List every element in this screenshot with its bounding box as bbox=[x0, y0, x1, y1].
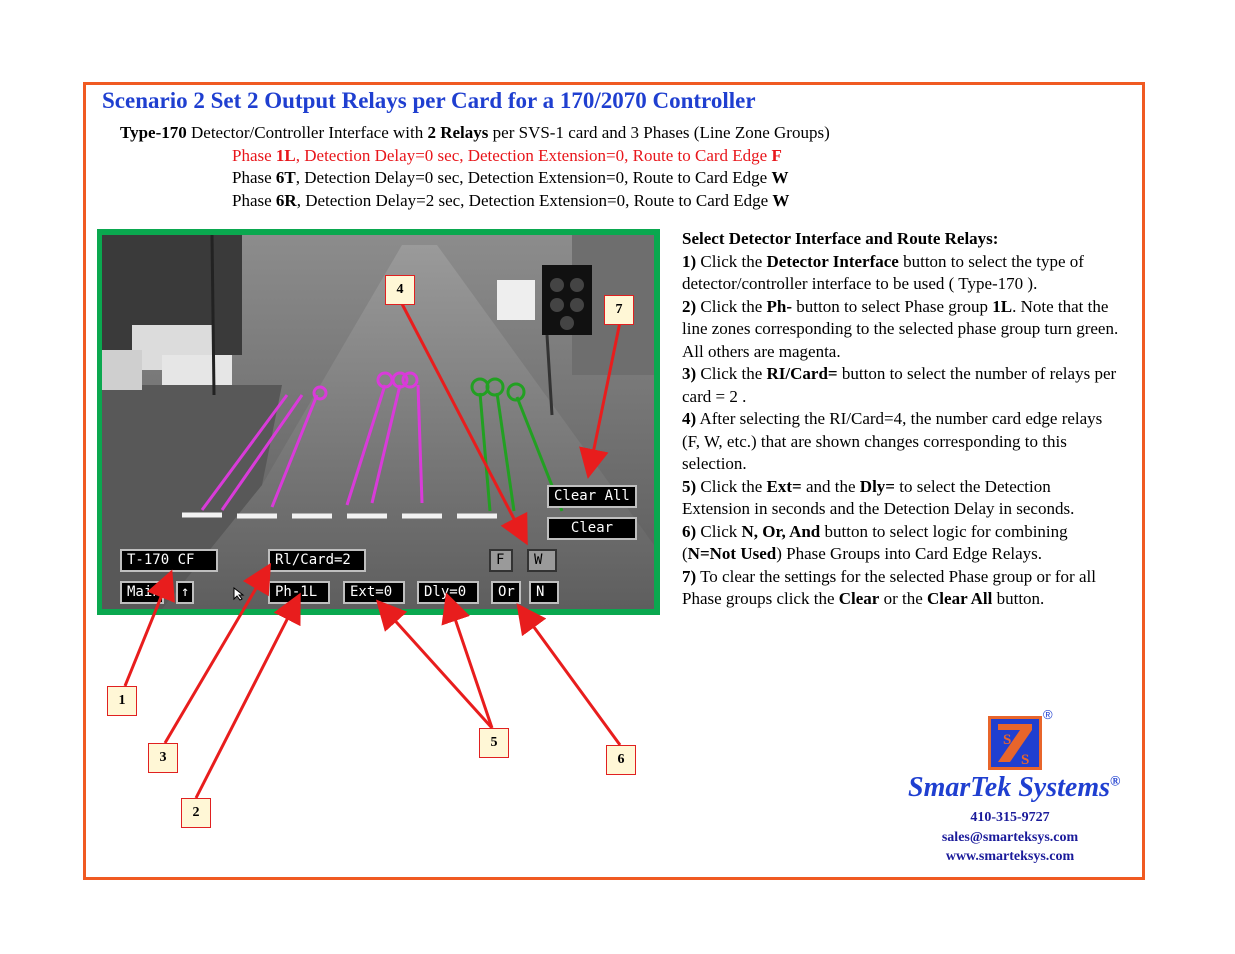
camera-view bbox=[102, 235, 654, 609]
rl-card-button[interactable]: Rl/Card=2 bbox=[268, 549, 366, 572]
card-edge-w: W bbox=[527, 549, 557, 572]
instructions-heading: Select Detector Interface and Route Relays: bbox=[682, 229, 999, 248]
callout-1: 1 bbox=[107, 686, 137, 716]
main-button[interactable]: Main bbox=[120, 581, 164, 604]
page-title: Scenario 2 Set 2 Output Relays per Card for a 170/2070 Controller bbox=[102, 88, 756, 113]
brand-name: SmarTek Systems® bbox=[908, 772, 1121, 803]
or-button[interactable]: Or bbox=[491, 581, 521, 604]
logo-registered-mark: ® bbox=[1043, 707, 1053, 722]
step-6: 6) Click N, Or, And button to select logic for combining (N=Not Used) Phase Groups into Card Edge Relays. bbox=[682, 521, 1068, 563]
svg-text:S: S bbox=[1003, 732, 1012, 748]
ext-button[interactable]: Ext=0 bbox=[343, 581, 405, 604]
callout-6: 6 bbox=[606, 745, 636, 775]
phase-line-6r: Phase 6R, Detection Delay=2 sec, Detection Extension=0, Route to Card Edge W bbox=[232, 191, 790, 210]
up-arrow-button[interactable]: ↑ bbox=[176, 581, 194, 604]
dly-button[interactable]: Dly=0 bbox=[417, 581, 479, 604]
step-1: 1) Click the Detector Interface button to select the type of detector/controller interface to be used ( Type-170 ). bbox=[682, 251, 1084, 293]
svg-text:S: S bbox=[1021, 752, 1030, 768]
contact-website[interactable]: www.smarteksys.com bbox=[945, 849, 1075, 864]
instructions bbox=[682, 228, 1122, 611]
mouse-cursor-icon bbox=[233, 587, 245, 601]
yield-sign bbox=[497, 280, 535, 320]
step-4: 4) After selecting the RI/Card=4, the number card edge relays (F, W, etc.) that are shown changes corresponding to this selection. bbox=[682, 409, 1103, 473]
step-2: 2) Click the Ph- button to select Phase group 1L. Note that the line zones corresponding to the selected phase group turn green. All others are magenta. bbox=[682, 296, 1119, 361]
card-edge-f: F bbox=[489, 549, 513, 572]
callout-7: 7 bbox=[604, 295, 634, 325]
phase-button[interactable]: Ph-1L bbox=[268, 581, 330, 604]
callout-3: 3 bbox=[148, 743, 178, 773]
contact-phone: 410-315-9727 bbox=[970, 810, 1050, 825]
callout-2: 2 bbox=[181, 798, 211, 828]
step-5: 5) Click the Ext= and the Dly= to select the Detection Extension in seconds and the Detection Delay in seconds. bbox=[682, 476, 1075, 518]
step-3: 3) Click the RI/Card= button to select the number of relays per card = 2 . bbox=[682, 364, 1117, 406]
callout-5: 5 bbox=[479, 728, 509, 758]
callout-4: 4 bbox=[385, 275, 415, 305]
subtitle: Type-170 Detector/Controller Interface with 2 Relays per SVS-1 card and 3 Phases (Line Zone Groups) bbox=[120, 123, 830, 142]
smartek-logo-icon bbox=[988, 716, 1042, 770]
clear-all-button[interactable]: Clear All bbox=[547, 485, 637, 508]
contact-email[interactable]: sales@smarteksys.com bbox=[941, 830, 1079, 845]
video-frame bbox=[97, 229, 660, 615]
step-7: 7) To clear the settings for the selected Phase group or for all Phase groups click the Clear or the Clear All button. bbox=[682, 566, 1096, 608]
phase-line-1l: Phase 1L, Detection Delay=0 sec, Detection Extension=0, Route to Card Edge F bbox=[232, 146, 782, 165]
n-button[interactable]: N bbox=[529, 581, 559, 604]
phase-line-6t: Phase 6T, Detection Delay=0 sec, Detection Extension=0, Route to Card Edge W bbox=[232, 168, 789, 187]
clear-button[interactable]: Clear bbox=[547, 517, 637, 540]
detector-interface-button[interactable]: T-170 CF bbox=[120, 549, 218, 572]
